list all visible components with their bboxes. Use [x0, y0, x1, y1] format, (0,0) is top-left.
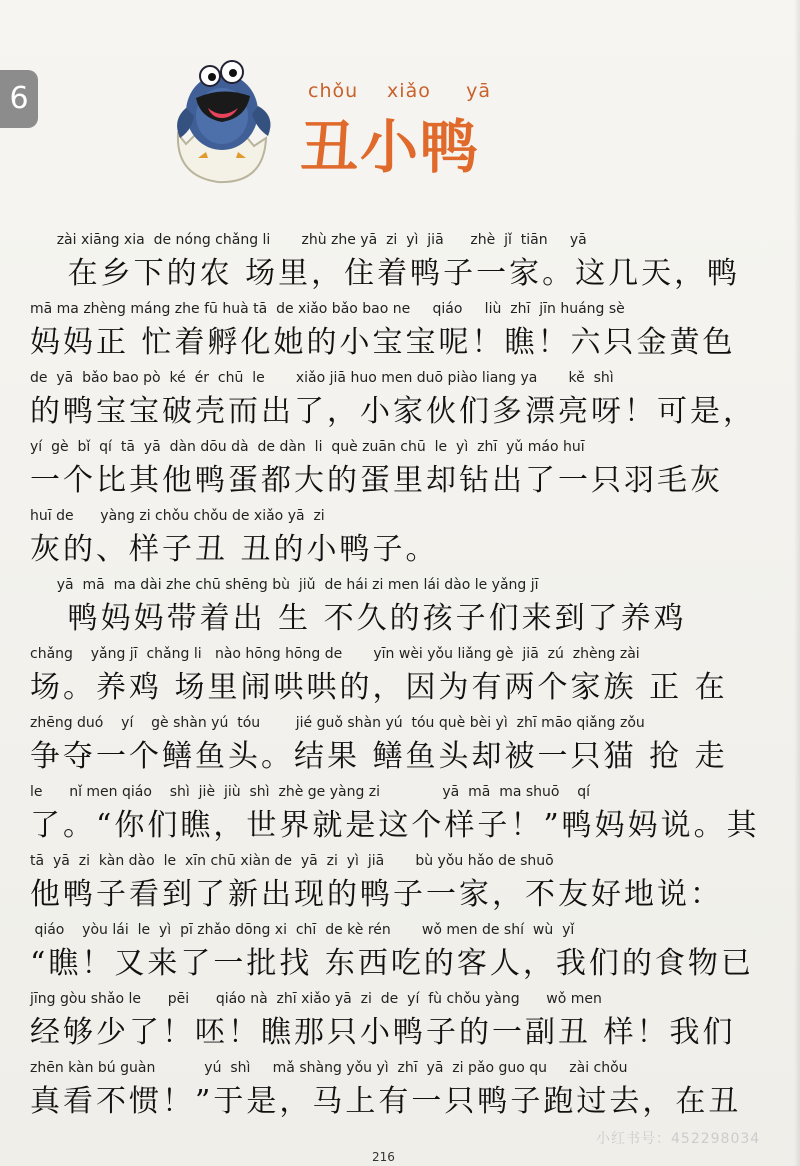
text-line [30, 295, 770, 364]
text-line [30, 502, 770, 571]
pinyin-row: de yā bǎo bao pò ké ér chū le xiǎo jiā huo men duō piào liang ya kě shì [30, 370, 614, 386]
text-line [30, 433, 770, 502]
story-title: 丑小鸭 [300, 113, 481, 181]
text-line [30, 1054, 770, 1123]
hanzi-row: 场。养鸡 场里闹哄哄的，因为有两个家族 正 在 [30, 670, 728, 705]
pinyin-row: le nǐ men qiáo shì jiè jiù shì zhè ge yàng zi yā mā ma shuō qí [30, 784, 591, 800]
title-pinyin-1: chǒu [308, 80, 359, 102]
title-pinyin-3: yā [466, 80, 491, 102]
pinyin-row: zài xiāng xia de nóng chǎng li zhù zhe yā zi yì jiā zhè jǐ tiān yā [30, 232, 587, 248]
pinyin-row: qiáo yòu lái le yì pī zhǎo dōng xi chī de kè rén wǒ men de shí wù yǐ [30, 922, 575, 938]
hanzi-row: 经够少了！呸！瞧那只小鸭子的一副丑 样！我们 [30, 1015, 736, 1050]
pinyin-row: mā ma zhèng máng zhe fū huà tā de xiǎo bǎo bao ne qiáo liù zhī jīn huáng sè [30, 301, 625, 317]
pinyin-row: yā mā ma dài zhe chū shēng bù jiǔ de hái zi men lái dào le yǎng jī [30, 577, 539, 593]
duckling-in-eggshell-illustration [168, 46, 280, 186]
pinyin-row: tā yā zi kàn dào le xīn chū xiàn de yā zi yì jiā bù yǒu hǎo de shuō [30, 853, 554, 869]
hanzi-row: 在乡下的农 场里，住着鸭子一家。这几天，鸭 [30, 256, 741, 291]
text-line [30, 778, 770, 847]
hanzi-row: 他鸭子看到了新出现的鸭子一家，不友好地说： [30, 877, 723, 912]
xiaohongshu-watermark: 小红书号：452298034 [596, 1131, 761, 1147]
hanzi-row: 鸭妈妈带着出 生 不久的孩子们来到了养鸡 [30, 601, 687, 636]
text-line [30, 985, 770, 1054]
hanzi-row: 的鸭宝宝破壳而出了，小家伙们多漂亮呀！可是， [30, 394, 756, 429]
hanzi-row: 一个比其他鸭蛋都大的蛋里却钻出了一只羽毛灰 [30, 463, 723, 498]
text-line [30, 226, 770, 295]
hanzi-row: 了。“你们瞧，世界就是这个样子！”鸭妈妈说。其 [30, 808, 760, 843]
text-line [30, 571, 770, 640]
hanzi-row: 灰的、样子丑 丑的小鸭子。 [30, 532, 439, 567]
pinyin-row: jīng gòu shǎo le pēi qiáo nà zhī xiǎo yā zi de yí fù chǒu yàng wǒ men [30, 991, 602, 1007]
hanzi-row: 真看不惯！”于是，马上有一只鸭子跑过去，在丑 [30, 1084, 742, 1119]
title-pinyin-2: xiǎo [387, 80, 431, 102]
pinyin-row: zhēn kàn bú guàn yú shì mǎ shàng yǒu yì zhī yā zi pǎo guo qu zài chǒu [30, 1060, 628, 1076]
text-line [30, 364, 770, 433]
text-line [30, 916, 770, 985]
pinyin-row: zhēng duó yí gè shàn yú tóu jié guǒ shàn yú tóu què bèi yì zhī māo qiǎng zǒu [30, 715, 645, 731]
hanzi-row: 妈妈正 忙着孵化她的小宝宝呢！瞧！六只金黄色 [30, 325, 736, 360]
title-pinyin [308, 80, 528, 102]
hanzi-row: “瞧！又来了一批找 东西吃的客人，我们的食物已 [30, 946, 754, 981]
page-folio: 216 [372, 1150, 395, 1164]
pinyin-row: yí gè bǐ qí tā yā dàn dōu dà de dàn li què zuān chū le yì zhī yǔ máo huī [30, 439, 585, 455]
story-text [30, 226, 770, 1123]
text-line [30, 709, 770, 778]
pinyin-row: chǎng yǎng jī chǎng li nào hōng hōng de yīn wèi yǒu liǎng gè jiā zú zhèng zài [30, 646, 640, 662]
text-line [30, 640, 770, 709]
page-number-badge: 6 [0, 70, 38, 128]
text-line [30, 847, 770, 916]
page-edge-shadow [794, 0, 800, 1166]
hanzi-row: 争夺一个鳝鱼头。结果 鳝鱼头却被一只猫 抢 走 [30, 739, 728, 774]
pinyin-row: huī de yàng zi chǒu chǒu de xiǎo yā zi [30, 508, 325, 524]
